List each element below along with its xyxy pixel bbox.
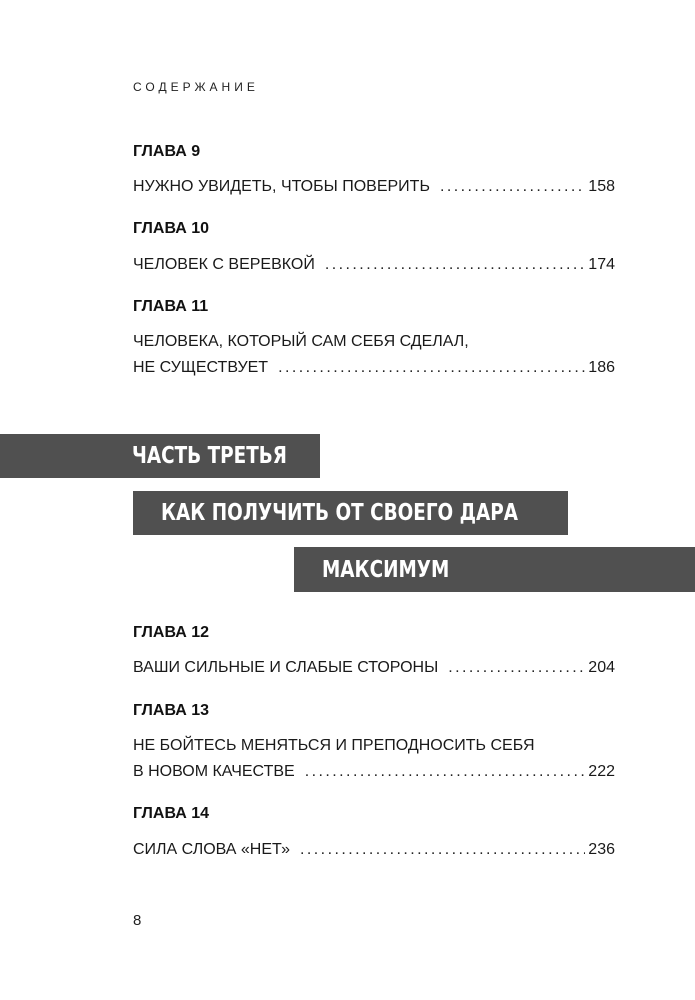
toc-entry-title-line-1: ЧЕЛОВЕКА, КОТОРЫЙ САМ СЕБЯ СДЕЛАЛ, [133, 333, 469, 350]
dot-leader [305, 759, 586, 785]
dot-leader [448, 655, 585, 681]
toc-entry-title-line-1: НЕ БОЙТЕСЬ МЕНЯТЬСЯ И ПРЕПОДНОСИТЬ СЕБЯ [133, 737, 535, 754]
part-title-line-1: КАК ПОЛУЧИТЬ ОТ СВОЕГО ДАРА [161, 500, 518, 526]
dot-leader [300, 837, 585, 863]
toc-page-number: 236 [588, 841, 615, 858]
dot-leader [325, 252, 585, 278]
chapter-12-label: ГЛАВА 12 [133, 624, 210, 641]
part-label-banner [0, 434, 320, 478]
toc-entry-chapter-10[interactable] [133, 252, 615, 278]
toc-entry-title: НУЖНО УВИДЕТЬ, ЧТОБЫ ПОВЕРИТЬ [133, 178, 430, 195]
toc-entry-chapter-14[interactable] [133, 837, 615, 863]
dot-leader [440, 174, 585, 200]
toc-entry-chapter-11[interactable] [133, 329, 615, 381]
toc-entry-title: СИЛА СЛОВА «НЕТ» [133, 841, 290, 858]
part-title-banner-1 [133, 491, 568, 535]
chapter-13-label: ГЛАВА 13 [133, 702, 210, 719]
toc-entry-chapter-12[interactable] [133, 655, 615, 681]
toc-entry-title: ЧЕЛОВЕК С ВЕРЕВКОЙ [133, 256, 315, 273]
dot-leader [278, 355, 585, 381]
toc-entry-chapter-13[interactable] [133, 733, 615, 785]
chapter-11-label: ГЛАВА 11 [133, 298, 209, 315]
page-number: 8 [133, 912, 142, 929]
toc-entry-title-line-2: В НОВОМ КАЧЕСТВЕ [133, 763, 295, 780]
toc-page-number: 186 [588, 359, 615, 376]
chapter-14-label: ГЛАВА 14 [133, 805, 210, 822]
toc-entry-title: ВАШИ СИЛЬНЫЕ И СЛАБЫЕ СТОРОНЫ [133, 659, 439, 676]
toc-entry-title-line-2: НЕ СУЩЕСТВУЕТ [133, 359, 269, 376]
part-title-line-2: МАКСИМУМ [322, 556, 450, 583]
toc-page-number: 158 [588, 178, 615, 195]
toc-page-number: 174 [588, 256, 615, 273]
chapter-9-label: ГЛАВА 9 [133, 143, 201, 160]
toc-page-number: 222 [588, 763, 615, 780]
running-header: СОДЕРЖАНИЕ [133, 80, 259, 94]
part-title-banner-2 [294, 547, 695, 592]
toc-page-number: 204 [588, 659, 615, 676]
part-label: ЧАСТЬ ТРЕТЬЯ [132, 443, 287, 469]
chapter-10-label: ГЛАВА 10 [133, 220, 210, 237]
toc-entry-chapter-9[interactable] [133, 174, 615, 200]
